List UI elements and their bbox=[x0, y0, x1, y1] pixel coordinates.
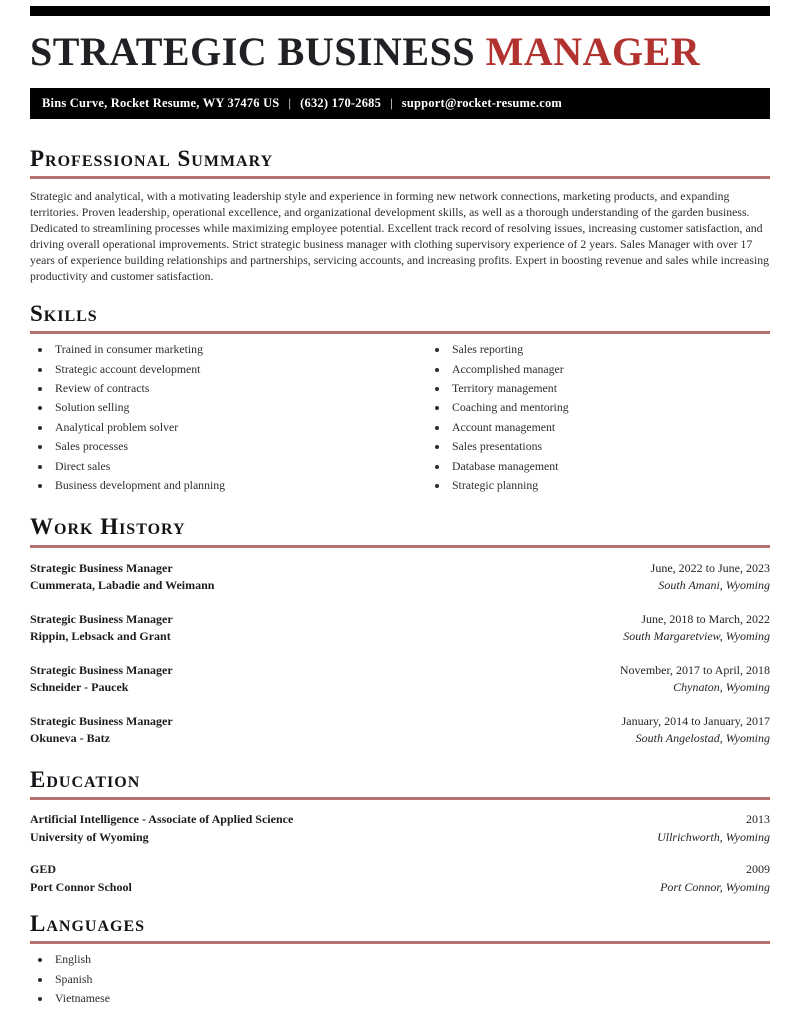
work-entry-right bbox=[651, 560, 770, 595]
education-entries bbox=[30, 811, 770, 896]
job-location: South Margaretview, Wyoming bbox=[623, 629, 770, 644]
job-title: Strategic Business Manager bbox=[30, 713, 173, 728]
skill-item: • Analytical problem solver bbox=[52, 420, 427, 435]
skill-item: • Review of contracts bbox=[52, 381, 427, 396]
degree-name: GED bbox=[30, 862, 57, 876]
languages-list bbox=[30, 952, 770, 1006]
work-entry-left bbox=[30, 560, 214, 595]
section-rule bbox=[30, 176, 770, 179]
skill-item: • Strategic planning bbox=[449, 478, 770, 493]
skill-item: • Sales processes bbox=[52, 439, 427, 454]
work-entry-left bbox=[30, 662, 173, 697]
contact-separator: | bbox=[288, 96, 292, 111]
skill-item: • Direct sales bbox=[52, 459, 427, 474]
job-dates: June, 2018 to March, 2022 bbox=[641, 611, 770, 626]
section-heading-languages: Languages bbox=[30, 911, 146, 936]
page-title-accent: MANAGER bbox=[485, 29, 701, 74]
page-title-primary: STRATEGIC BUSINESS bbox=[30, 29, 476, 74]
skill-item: • Solution selling bbox=[52, 400, 427, 415]
company-name: Schneider - Paucek bbox=[30, 680, 129, 695]
skill-item: • Database management bbox=[449, 459, 770, 474]
work-history-entries bbox=[30, 560, 770, 748]
skill-item: • Sales presentations bbox=[449, 439, 770, 454]
company-name: Okuneva - Batz bbox=[30, 731, 111, 746]
skills-columns bbox=[30, 334, 770, 497]
page-title bbox=[30, 30, 770, 73]
job-location: South Amani, Wyoming bbox=[658, 578, 770, 593]
skill-item: • Trained in consumer marketing bbox=[52, 342, 427, 357]
work-entry bbox=[30, 560, 770, 595]
education-entry-left bbox=[30, 861, 132, 896]
job-title: Strategic Business Manager bbox=[30, 560, 173, 575]
contact-bar bbox=[30, 88, 770, 119]
job-dates: June, 2022 to June, 2023 bbox=[650, 560, 770, 575]
education-entry bbox=[30, 811, 770, 846]
top-accent-bar bbox=[30, 6, 770, 16]
skill-item: • Territory management bbox=[449, 381, 770, 396]
school-location: Ullrichworth, Wyoming bbox=[657, 829, 770, 844]
company-name: Rippin, Lebsack and Grant bbox=[30, 629, 171, 644]
work-entry-left bbox=[30, 713, 173, 748]
contact-email: support@rocket-resume.com bbox=[401, 96, 563, 111]
skill-item: • Accomplished manager bbox=[449, 362, 770, 377]
section-rule bbox=[30, 941, 770, 944]
job-title: Strategic Business Manager bbox=[30, 611, 173, 626]
section-heading-skills: Skills bbox=[30, 300, 98, 326]
work-entry-right bbox=[622, 713, 770, 748]
degree-name: Artificial Intelligence - Associate of Applied Science bbox=[30, 812, 294, 826]
company-name: Cummerata, Labadie and Weimann bbox=[30, 578, 215, 593]
work-entry bbox=[30, 611, 770, 646]
language-item: • English bbox=[52, 952, 770, 967]
skill-item: • Coaching and mentoring bbox=[449, 400, 770, 415]
section-heading-professional-summary: Professional Summary bbox=[30, 145, 274, 171]
language-item: • Vietnamese bbox=[52, 991, 770, 1006]
skills-list-right bbox=[427, 342, 770, 497]
section-rule bbox=[30, 797, 770, 800]
work-entry-left bbox=[30, 611, 173, 646]
education-entry-right bbox=[657, 811, 770, 846]
section-rule bbox=[30, 545, 770, 548]
job-dates: January, 2014 to January, 2017 bbox=[621, 713, 770, 728]
school-location: Port Connor, Wyoming bbox=[660, 879, 770, 894]
graduation-year: 2009 bbox=[746, 862, 770, 876]
work-entry-right bbox=[623, 611, 770, 646]
contact-phone: (632) 170-2685 bbox=[300, 96, 382, 111]
education-entry bbox=[30, 861, 770, 896]
school-name: Port Connor School bbox=[30, 879, 132, 894]
summary-paragraph: Strategic and analytical, with a motivating leadership style and experience in forming new network connections, marketing products, and expanding territories. Proven leadership, operational excellence, and organizational development skills, as well as a thorough understanding of the garden business. Dedicated to streamlining processes while maximizing employee potential. Excellent track record of resolving issues, increasing customer satisfaction, and driving overall operational improvements. Strict strategic business manager with clothing supervisory experience of 2 years. Sales Manager with over 17 years of experience building relationships and partnerships, servicing accounts, and increasing profits. Expert in boosting revenue and sales while increasing productivity and customer satisfaction. bbox=[30, 188, 770, 283]
skill-item: • Account management bbox=[449, 420, 770, 435]
education-entry-right bbox=[660, 861, 770, 896]
skill-item: • Sales reporting bbox=[449, 342, 770, 357]
section-heading-work-history: Work History bbox=[30, 514, 186, 540]
graduation-year: 2013 bbox=[746, 812, 770, 826]
job-title: Strategic Business Manager bbox=[30, 662, 173, 677]
job-location: South Angelostad, Wyoming bbox=[635, 731, 770, 746]
section-heading-education: Education bbox=[30, 766, 141, 792]
school-name: University of Wyoming bbox=[30, 829, 149, 844]
language-item: • Spanish bbox=[52, 972, 770, 987]
job-dates: November, 2017 to April, 2018 bbox=[619, 662, 770, 677]
work-entry bbox=[30, 662, 770, 697]
work-entry-right bbox=[620, 662, 770, 697]
contact-separator: | bbox=[390, 96, 393, 111]
skill-item: • Strategic account development bbox=[52, 362, 427, 377]
work-entry bbox=[30, 713, 770, 748]
skills-list-left bbox=[30, 342, 427, 497]
job-location: Chynaton, Wyoming bbox=[673, 680, 770, 695]
contact-address: Bins Curve, Rocket Resume, WY 37476 US bbox=[42, 96, 280, 111]
skill-item: • Business development and planning bbox=[52, 478, 427, 493]
education-entry-left bbox=[30, 811, 293, 846]
